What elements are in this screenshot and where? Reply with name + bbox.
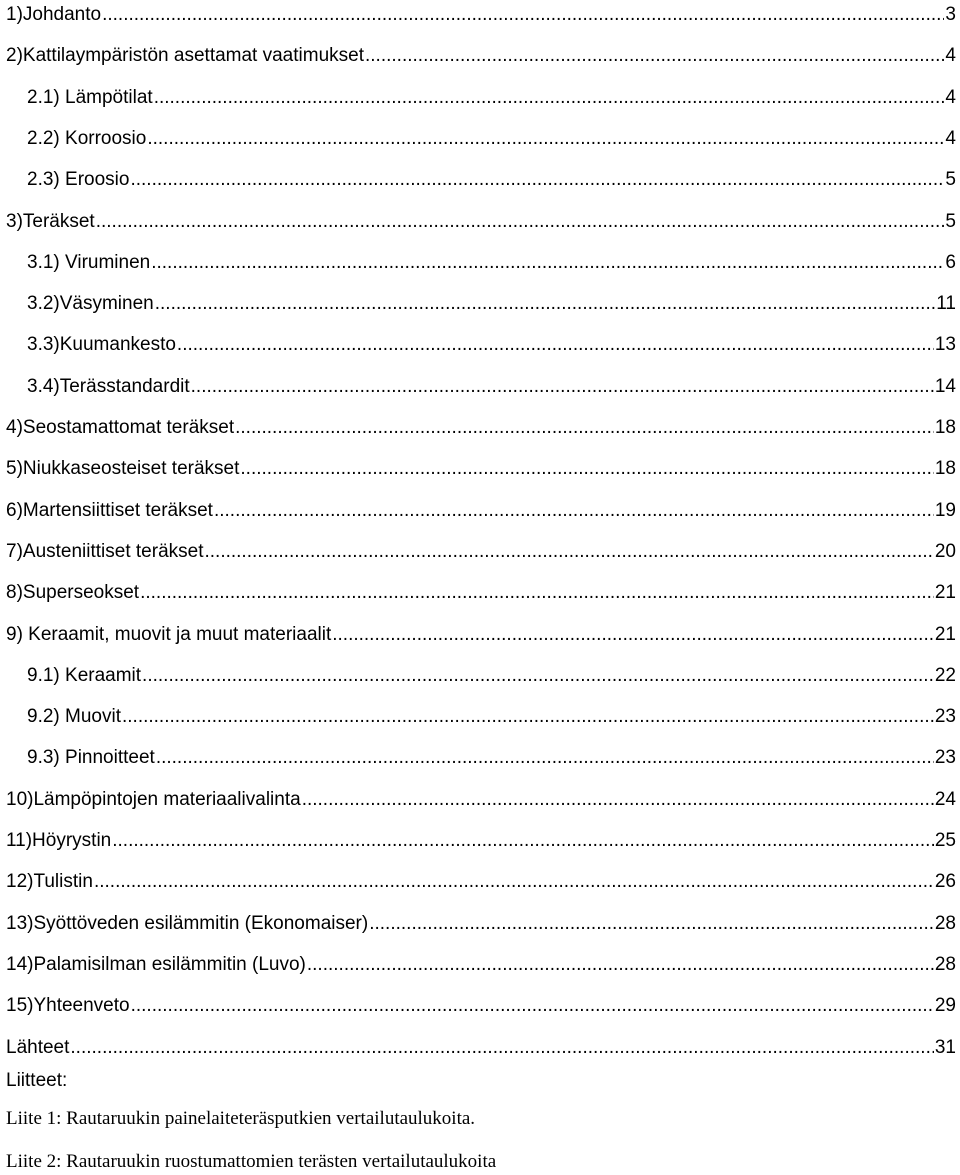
toc-entry-title: 3.4)Terässtandardit xyxy=(27,375,190,397)
toc-entry-title: 9.2) Muovit xyxy=(27,706,121,728)
toc-entry[interactable] xyxy=(6,0,956,30)
toc-entry-title: 2.3) Eroosio xyxy=(27,169,130,191)
toc-entry-page-number: 4 xyxy=(945,86,956,108)
toc-entry-page-number: 20 xyxy=(934,540,956,562)
toc-entry[interactable] xyxy=(27,165,956,195)
toc-entry[interactable] xyxy=(6,991,956,1021)
toc-entry-page-number: 31 xyxy=(934,1036,956,1058)
toc-entry-title: 7)Austeniittiset teräkset xyxy=(6,540,204,562)
toc-entry-title: 6)Martensiittiset teräkset xyxy=(6,499,213,521)
toc-entry-page-number: 29 xyxy=(934,995,956,1017)
toc-entry[interactable] xyxy=(6,826,956,856)
dot-leader xyxy=(130,165,944,195)
toc-entry[interactable] xyxy=(6,1033,956,1063)
dot-leader xyxy=(102,0,944,30)
dot-leader xyxy=(122,702,934,732)
toc-entry-page-number: 4 xyxy=(945,127,956,149)
toc-entry-title: 13)Syöttöveden esilämmitin (Ekonomaiser) xyxy=(6,912,369,934)
appendices-heading: Liitteet: xyxy=(6,1070,68,1091)
dot-leader xyxy=(191,372,934,402)
toc-entry-title: 11)Höyrystin xyxy=(6,830,112,851)
toc-entry-page-number: 23 xyxy=(934,706,956,728)
toc-entry-page-number: 26 xyxy=(934,871,956,893)
toc-entry-title: 4)Seostamattomat teräkset xyxy=(6,417,235,438)
toc-entry-page-number: 28 xyxy=(934,912,956,934)
toc-entry[interactable] xyxy=(27,702,956,732)
dot-leader xyxy=(112,826,934,856)
toc-entry-title: 9.1) Keraamit xyxy=(27,664,142,686)
toc-entry-page-number: 25 xyxy=(934,830,956,851)
toc-entry[interactable] xyxy=(6,578,956,608)
dot-leader xyxy=(235,413,934,443)
dot-leader xyxy=(151,248,944,278)
dot-leader xyxy=(131,991,934,1021)
toc-entry[interactable] xyxy=(27,124,956,154)
toc-entry-page-number: 5 xyxy=(945,210,956,232)
toc-entry-title: 2)Kattilaympäristön asettamat vaatimukset xyxy=(6,45,364,67)
toc-entry-page-number: 28 xyxy=(934,953,956,975)
toc-entry-page-number: 4 xyxy=(945,45,956,67)
toc-entry[interactable] xyxy=(6,620,956,650)
toc-entry-title: 3.2)Väsyminen xyxy=(27,293,154,315)
toc-entry-title: 12)Tulistin xyxy=(6,871,93,893)
toc-entry-page-number: 5 xyxy=(945,169,956,191)
toc-entry[interactable] xyxy=(6,785,956,815)
appendix-item: Liite 1: Rautaruukin painelaiteteräsputkien vertailutaulukoita. xyxy=(6,1108,476,1129)
dot-leader xyxy=(156,743,934,773)
toc-entry[interactable] xyxy=(6,413,956,443)
toc-entry[interactable] xyxy=(27,83,956,113)
dot-leader xyxy=(307,950,934,980)
toc-entry[interactable] xyxy=(6,537,956,567)
toc-entry-title: 9) Keraamit, muovit ja muut materiaalit xyxy=(6,623,332,645)
dot-leader xyxy=(177,330,934,360)
toc-entry-page-number: 21 xyxy=(934,582,956,604)
toc-entry-title: Lähteet xyxy=(6,1036,70,1058)
dot-leader xyxy=(302,785,934,815)
toc-entry[interactable] xyxy=(27,372,956,402)
toc-entry[interactable] xyxy=(27,661,956,691)
toc-entry-page-number: 13 xyxy=(934,334,956,356)
toc-entry-page-number: 18 xyxy=(934,417,956,438)
dot-leader xyxy=(214,496,934,526)
appendix-item: Liite 2: Rautaruukin ruostumattomien terästen vertailutaulukoita xyxy=(6,1151,497,1172)
toc-entry[interactable] xyxy=(6,454,956,484)
toc-entry-title: 10)Lämpöpintojen materiaalivalinta xyxy=(6,788,301,810)
toc-entry-title: 3)Teräkset xyxy=(6,210,95,232)
toc-entry-title: 3.3)Kuumankesto xyxy=(27,334,176,356)
toc-entry[interactable] xyxy=(27,743,956,773)
toc-entry[interactable] xyxy=(6,950,956,980)
toc-entry-title: 3.1) Viruminen xyxy=(27,251,151,273)
toc-entry[interactable] xyxy=(6,496,956,526)
toc-entry-page-number: 6 xyxy=(945,251,956,273)
dot-leader xyxy=(365,41,944,71)
dot-leader xyxy=(332,620,934,650)
dot-leader xyxy=(70,1033,933,1063)
toc-entry-title: 2.1) Lämpötilat xyxy=(27,86,153,108)
toc-entry-page-number: 21 xyxy=(934,623,956,645)
toc-entry[interactable] xyxy=(27,248,956,278)
toc-entry-page-number: 3 xyxy=(945,4,956,25)
toc-entry-title: 2.2) Korroosio xyxy=(27,127,147,149)
dot-leader xyxy=(240,454,933,484)
toc-entry-page-number: 22 xyxy=(934,664,956,686)
dot-leader xyxy=(154,83,945,113)
toc-entry[interactable] xyxy=(6,207,956,237)
toc-entry-title: 8)Superseokset xyxy=(6,582,140,604)
toc-entry-title: 15)Yhteenveto xyxy=(6,995,130,1017)
toc-entry-page-number: 24 xyxy=(934,788,956,810)
toc-entry[interactable] xyxy=(27,330,956,360)
toc-entry-page-number: 14 xyxy=(934,375,956,397)
dot-leader xyxy=(155,289,936,319)
toc-entry-page-number: 18 xyxy=(934,458,956,480)
toc-entry-title: 1)Johdanto xyxy=(6,4,102,25)
dot-leader xyxy=(142,661,934,691)
toc-entry-page-number: 11 xyxy=(936,293,956,315)
toc-entry[interactable] xyxy=(27,289,956,319)
toc-entry[interactable] xyxy=(6,867,956,897)
dot-leader xyxy=(204,537,933,567)
dot-leader xyxy=(147,124,944,154)
toc-entry-title: 14)Palamisilman esilämmitin (Luvo) xyxy=(6,953,306,975)
toc-entry-title: 5)Niukkaseosteiset teräkset xyxy=(6,458,240,480)
toc-entry[interactable] xyxy=(6,41,956,71)
dot-leader xyxy=(96,207,945,237)
dot-leader xyxy=(140,578,934,608)
toc-entry-page-number: 19 xyxy=(934,499,956,521)
dot-leader xyxy=(94,867,934,897)
toc-entry[interactable] xyxy=(6,909,956,939)
dot-leader xyxy=(369,909,934,939)
toc-entry-page-number: 23 xyxy=(934,747,956,769)
toc-entry-title: 9.3) Pinnoitteet xyxy=(27,747,155,769)
